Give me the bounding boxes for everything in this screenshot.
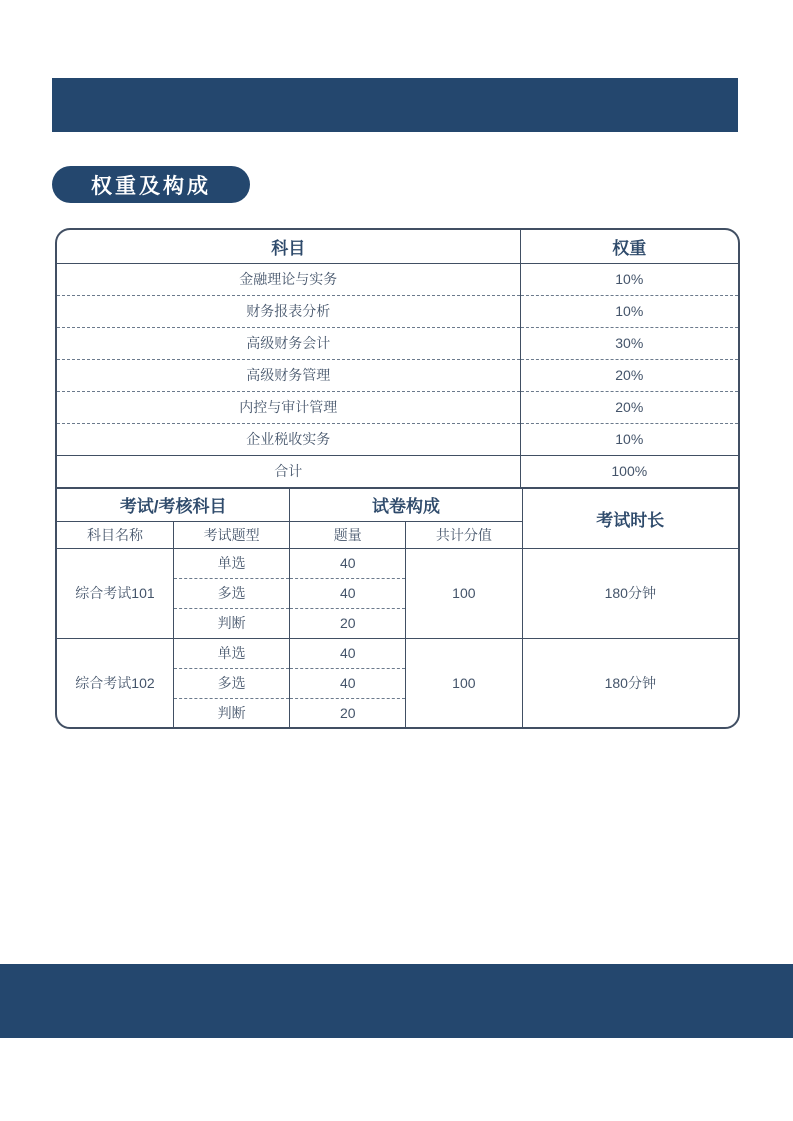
- col-header-duration: 考试时长: [522, 489, 738, 548]
- col-header-paper-composition: 试卷构成: [290, 489, 522, 521]
- weight-cell: 10%: [520, 263, 738, 295]
- quantity-cell: 20: [290, 698, 406, 728]
- subcol-subject-name: 科目名称: [57, 521, 173, 548]
- subject-cell: 金融理论与实务: [57, 263, 520, 295]
- exam-table: [57, 489, 738, 728]
- duration-cell: 180分钟: [522, 548, 738, 638]
- table-row: [57, 263, 738, 295]
- exam-name-cell: 综合考试101: [57, 548, 173, 638]
- top-banner: [52, 78, 738, 132]
- weight-cell: 20%: [520, 359, 738, 391]
- score-cell: 100: [406, 638, 522, 728]
- subject-cell: 财务报表分析: [57, 295, 520, 327]
- subject-cell: 高级财务会计: [57, 327, 520, 359]
- table-row: [57, 548, 738, 578]
- subject-cell: 高级财务管理: [57, 359, 520, 391]
- table-row: [57, 359, 738, 391]
- weights-table: [57, 230, 738, 489]
- exam-header-row: [57, 489, 738, 521]
- quantity-cell: 40: [290, 548, 406, 578]
- quantity-cell: 40: [290, 578, 406, 608]
- section-badge-label: 权重及构成: [91, 174, 211, 198]
- question-type-cell: 单选: [173, 548, 289, 578]
- table-row: [57, 423, 738, 455]
- total-value: 100%: [520, 455, 738, 488]
- weight-cell: 30%: [520, 327, 738, 359]
- weight-cell: 10%: [520, 423, 738, 455]
- table-row: [57, 638, 738, 668]
- total-row: [57, 455, 738, 488]
- weight-cell: 10%: [520, 295, 738, 327]
- question-type-cell: 单选: [173, 638, 289, 668]
- weight-cell: 20%: [520, 391, 738, 423]
- score-cell: 100: [406, 548, 522, 638]
- subcol-question-type: 考试题型: [173, 521, 289, 548]
- table-row: [57, 391, 738, 423]
- col-header-exam-subject: 考试/考核科目: [57, 489, 290, 521]
- quantity-cell: 40: [290, 668, 406, 698]
- subject-cell: 内控与审计管理: [57, 391, 520, 423]
- subject-cell: 企业税收实务: [57, 423, 520, 455]
- question-type-cell: 判断: [173, 608, 289, 638]
- total-label: 合计: [57, 455, 520, 488]
- quantity-cell: 40: [290, 638, 406, 668]
- footer-banner: [0, 964, 793, 1038]
- subcol-quantity: 题量: [290, 521, 406, 548]
- weights-header-row: [57, 230, 738, 263]
- duration-cell: 180分钟: [522, 638, 738, 728]
- section-badge: [52, 166, 250, 203]
- table-card: [55, 228, 740, 729]
- question-type-cell: 多选: [173, 578, 289, 608]
- question-type-cell: 多选: [173, 668, 289, 698]
- col-header-weight: 权重: [520, 230, 738, 263]
- subcol-total-score: 共计分值: [406, 521, 522, 548]
- table-row: [57, 295, 738, 327]
- question-type-cell: 判断: [173, 698, 289, 728]
- col-header-subject: 科目: [57, 230, 520, 263]
- exam-name-cell: 综合考试102: [75, 675, 155, 692]
- table-row: [57, 327, 738, 359]
- quantity-cell: 20: [290, 608, 406, 638]
